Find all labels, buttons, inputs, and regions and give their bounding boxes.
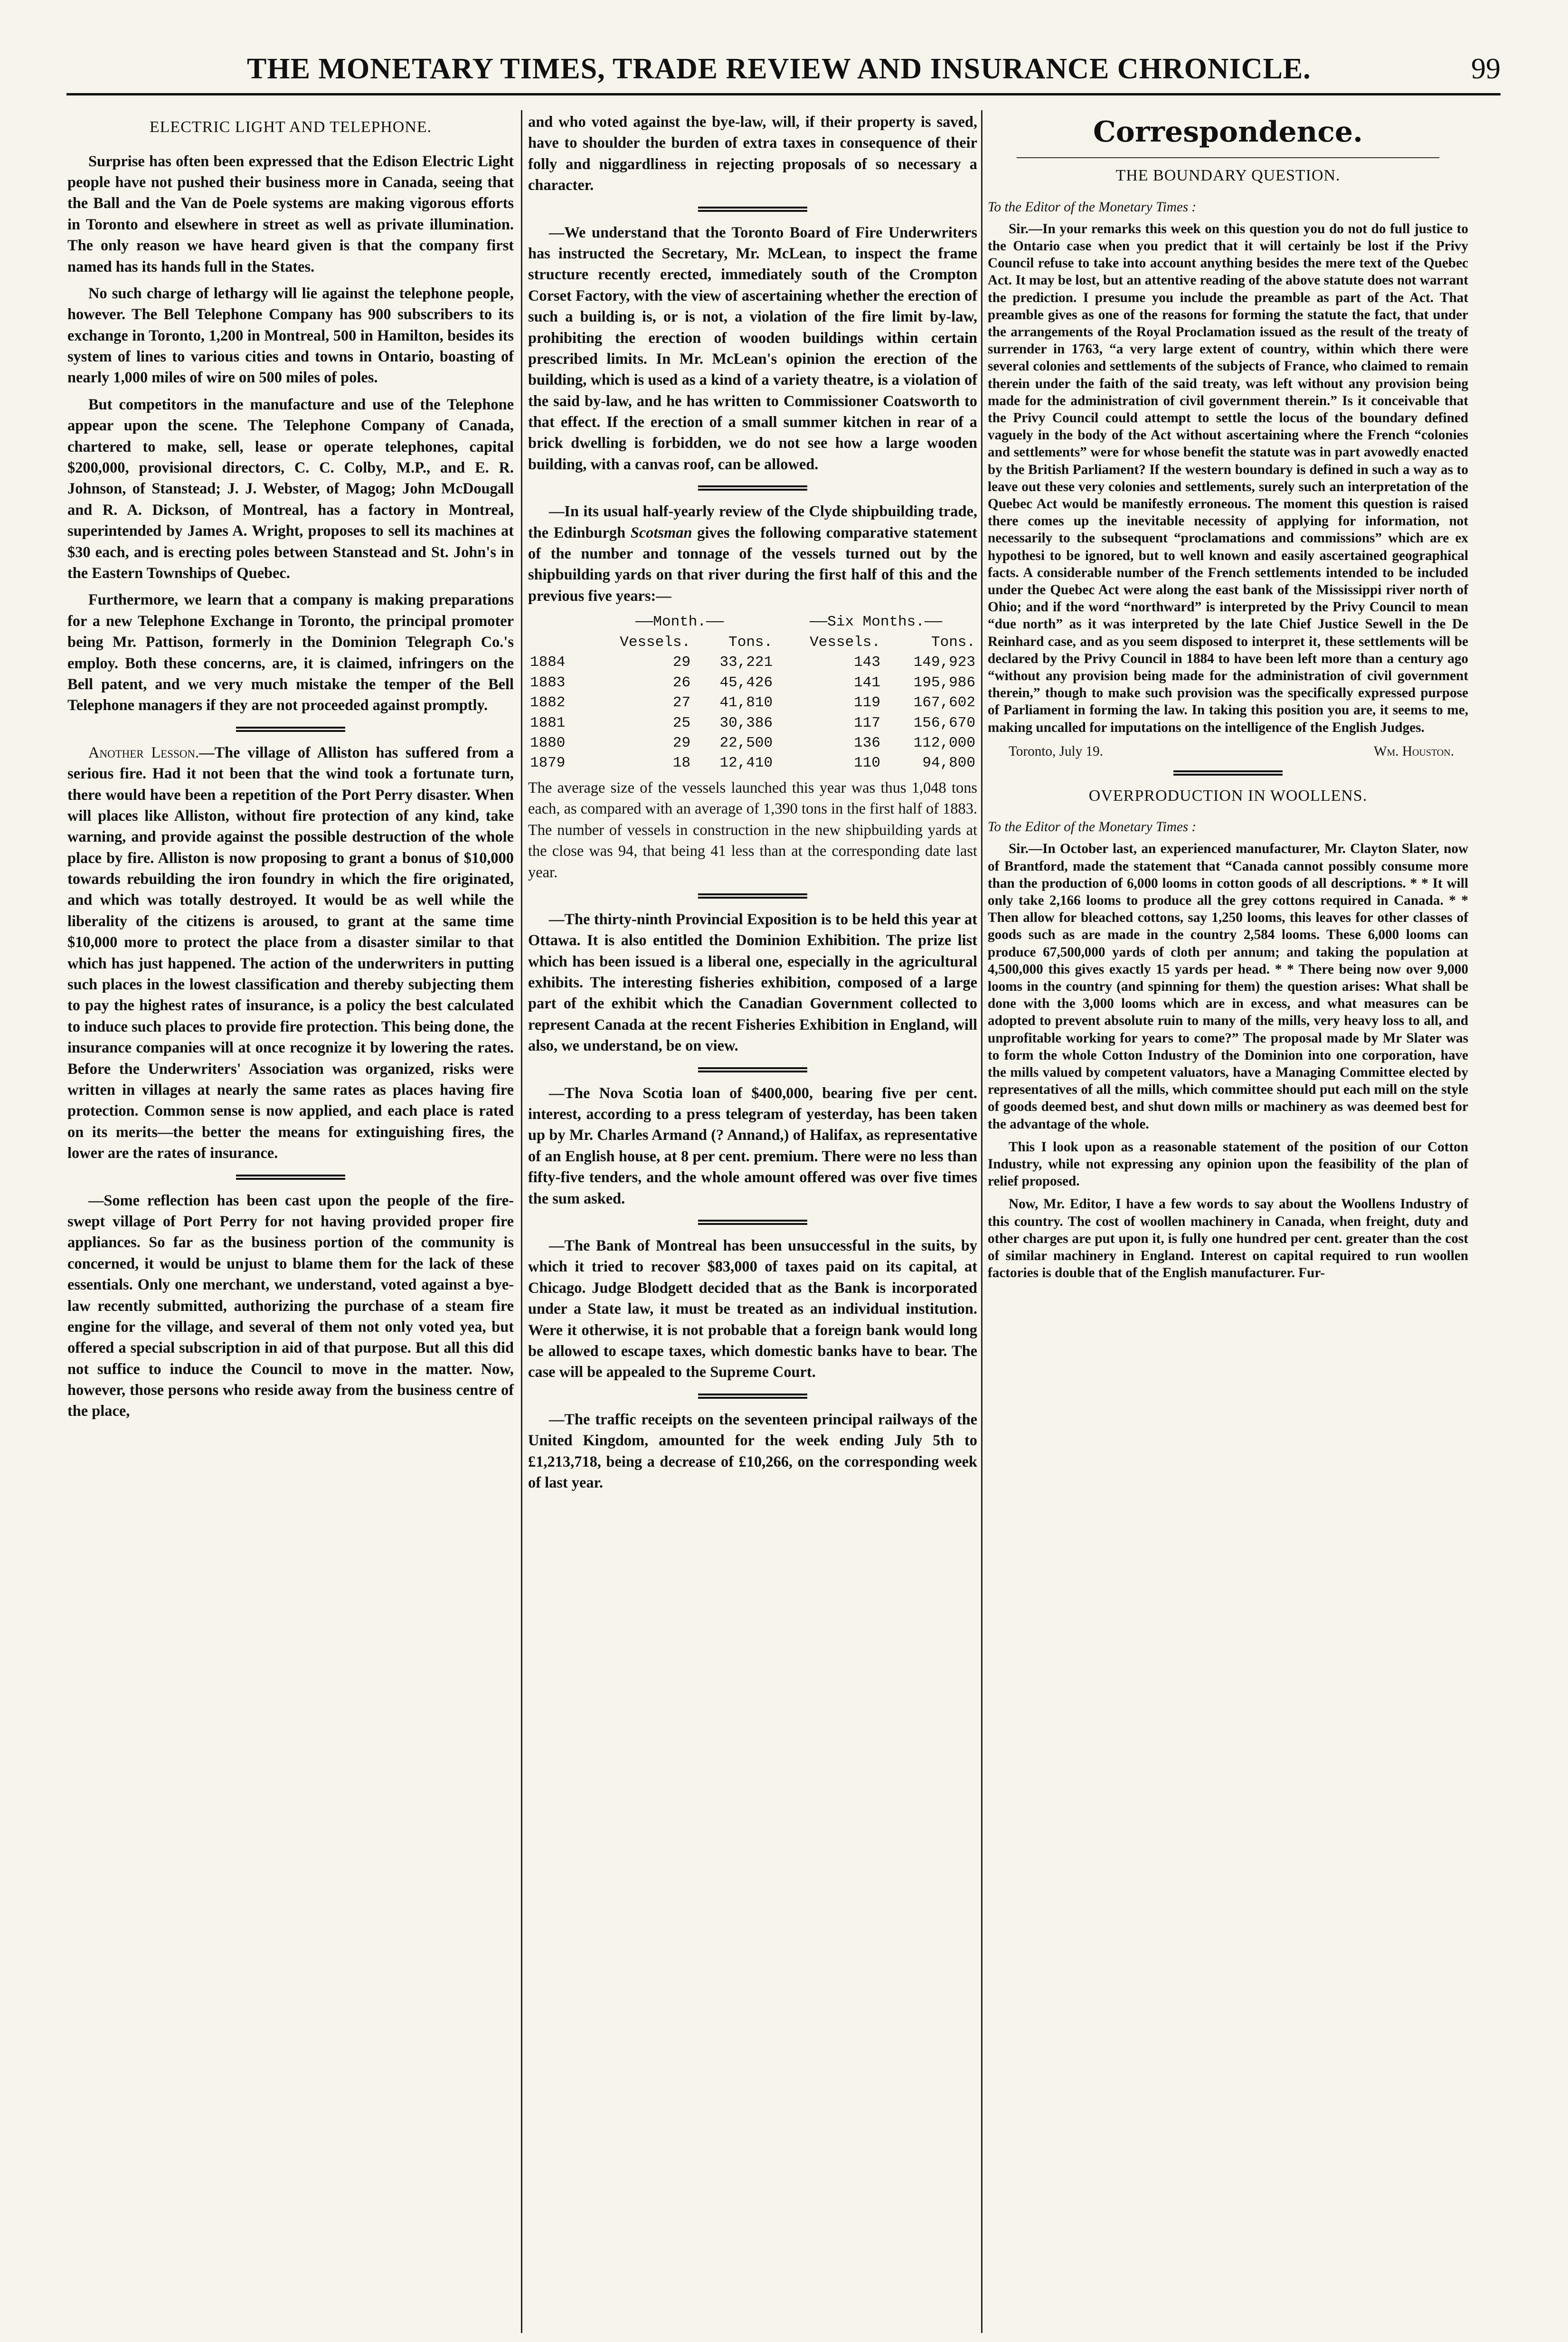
table-column-header: Tons. bbox=[931, 634, 975, 651]
column-divider-1 bbox=[521, 110, 522, 2333]
table-group-header: ——Month.—— bbox=[635, 614, 724, 631]
section-separator bbox=[236, 727, 345, 732]
letter-salutation: To the Editor of the Monetary Times : bbox=[988, 819, 1197, 835]
table-cell: 119 bbox=[854, 694, 880, 711]
column-3 bbox=[988, 112, 1468, 1287]
paragraph: No such charge of lethargy will lie against the telephone people, however. The Bell Telephone Company has 900 subscribers to its exchange in Toronto, 1,200 in Montreal, 500 in Hamilton, besides its system of lines to various cities and towns in Ontario, boasting of nearly 1,000 miles of wire on 500 miles of poles. bbox=[67, 284, 514, 387]
table-cell: 27 bbox=[672, 694, 691, 711]
section-separator bbox=[698, 485, 807, 491]
table-cell: 18 bbox=[672, 755, 691, 772]
section-separator bbox=[236, 1175, 345, 1180]
article-heading: ELECTRIC LIGHT AND TELEPHONE. bbox=[149, 118, 432, 136]
signature-place-date: Toronto, July 19. bbox=[1009, 743, 1104, 759]
table-cell: 33,221 bbox=[719, 654, 773, 671]
table-row bbox=[528, 753, 977, 773]
table-cell: 1884 bbox=[530, 654, 566, 671]
table-row bbox=[528, 693, 977, 713]
table-cell: 29 bbox=[672, 654, 691, 671]
table-cell: 25 bbox=[672, 714, 691, 731]
paragraph: But competitors in the manufacture and use of the Telephone appear upon the scene. The Telephone Company of Canada, chartered to make, sell, lease or operate telephones, capital $200,000, provisional directors, C. C. Colby, M.P., and E. R. Johnson, of Stanstead; J. J. Webster, of Magog; John McDougall and R. A. Dickson, of Montreal, has a factory in Montreal, superintended by James A. Wright, proposes to sell its machines at $30 each, and is erecting poles between Stanstead and St. John's in the Eastern Townships of Quebec. bbox=[67, 396, 514, 582]
table-cell: 1881 bbox=[530, 714, 566, 731]
paragraph-text: gives the following comparative statement of the number and tonnage of the vessels turned out by the shipbuilding yards on that river during the first half of this and the previous five years:— bbox=[528, 524, 977, 605]
table-group-header: ——Six Months.—— bbox=[810, 614, 943, 631]
paragraph: and who voted against the bye-law, will, if their property is saved, have to shoulder the burden of extra taxes in consequence of their folly and niggardliness in rejecting proposals of so necessary a character. bbox=[528, 114, 977, 194]
page-header bbox=[66, 9, 1501, 85]
section-separator bbox=[1173, 770, 1283, 776]
table-cell: 117 bbox=[854, 714, 880, 731]
paragraph: —We understand that the Toronto Board of Fire Underwriters has instructed the Secretary, Mr. McLean, to inspect the frame structure recently erected, immediately south of the Crompton Corset Factory, with the view of ascertaining whether the erection of such a building is, or is not, a violation of the fire limit by-law, prohibiting the erection of wooden buildings within certain prescribed limits. In Mr. McLean's opinion the erection of the building, which is used as a kind of a variety theatre, is a violation of the said by-law, and he has written to Commissioner Coatsworth to that effect. If the erection of a small summer kitchen in rear of a brick dwelling is forbidden, we do not see how a large wooden building, with a canvas roof, can be allowed. bbox=[528, 224, 977, 473]
paragraph-lead: Another Lesson. bbox=[88, 744, 199, 761]
paragraph: Furthermore, we learn that a company is making preparations for a new Telephone Exchange in Toronto, the principal promoter being Mr. Pattison, formerly in the Dominion Telegraph Co.'s employ. Both these concerns, are, it is claimed, infringers on the Bell patent, and we very much mistake the temper of the Bell Telephone managers if they are not proceeded against promptly. bbox=[67, 591, 514, 714]
letter-salutation: To the Editor of the Monetary Times : bbox=[988, 199, 1197, 215]
table-row bbox=[528, 653, 977, 673]
column-2 bbox=[528, 112, 977, 1499]
paragraph: —The thirty-ninth Provincial Exposition is to be held this year at Ottawa. It is also entitled the Dominion Exhibition. The prize list which has been issued is a liberal one, especially in the agricultural exhibits. The interesting fisheries exhibition, composed of a large part of the exhibit which the Canadian Government collected to represent Canada at the recent Fisheries Exhibition in England, will also, we understand, be on view. bbox=[528, 910, 977, 1055]
table-cell: 136 bbox=[854, 735, 880, 752]
table-cell: 12,410 bbox=[719, 755, 773, 772]
table-cell: 94,800 bbox=[922, 755, 975, 772]
article-heading: THE BOUNDARY QUESTION. bbox=[1115, 167, 1341, 185]
paragraph: —The traffic receipts on the seventeen principal railways of the United Kingdom, amounted for the week ending July 5th to £1,213,718, being a decrease of £10,266, on the corresponding week of last year. bbox=[528, 1411, 977, 1491]
header-rule bbox=[66, 93, 1501, 95]
table-cell: 30,386 bbox=[719, 714, 773, 731]
section-separator bbox=[698, 207, 807, 212]
paragraph: —The Nova Scotia loan of $400,000, bearing five per cent. interest, according to a press telegram of yesterday, has been taken up by Mr. Charles Armand (? Annand,) of Halifax, as representative of an English house, at 8 per cent. premium. There were no less than fifty-five tenders, and the whole amount offered was over five times the sum asked. bbox=[528, 1084, 977, 1207]
table-cell: 141 bbox=[854, 674, 880, 691]
section-separator bbox=[698, 1394, 807, 1399]
publication-name: Scotsman bbox=[630, 524, 692, 541]
table-row bbox=[528, 673, 977, 693]
table-cell: 156,670 bbox=[913, 714, 975, 731]
table-cell: 22,500 bbox=[719, 735, 773, 752]
table-cell: 1879 bbox=[530, 755, 566, 772]
paragraph: Now, Mr. Editor, I have a few words to say about the Woollens Industry of this country. The cost of woollen machinery in Canada, when freight, duty and other charges are put upon it, is fully one hundred per cent. greater than the cost of similar machinery in England. Interest on capital required to run woollen factories is double that of the English manufacturer. Fur- bbox=[988, 1196, 1468, 1281]
table-cell: 149,923 bbox=[913, 654, 975, 671]
signature-name: Wm. Houston. bbox=[1373, 743, 1454, 759]
table-cell: 195,986 bbox=[913, 674, 975, 691]
table-column-header: Vessels. bbox=[620, 634, 691, 651]
table-column-header: Vessels. bbox=[810, 634, 880, 651]
letter-signature bbox=[1009, 743, 1468, 760]
table-row bbox=[528, 733, 977, 753]
paragraph: —Some reflection has been cast upon the people of the fire-swept village of Port Perry for not having provided proper fire appliances. So far as the business portion of the community is concerned, it would be unjust to blame them for the lack of these essentials. Only one merchant, we understand, voted against a bye-law recently submitted, authorizing the purchase of a steam fire engine for the village, and several of them not only voted yea, but offered a special subscription in aid of that purpose. But all this did not suffice to induce the Council to move in the matter. Now, however, those persons who reside away from the business centre of the place, bbox=[67, 1192, 514, 1420]
paragraph: The average size of the vessels launched this year was thus 1,048 tons each, as compared with an average of 1,390 tons in the first half of 1883. The number of vessels in construction in the new shipbuilding yards at the close was 94, that being 41 less than at the corresponding date last year. bbox=[528, 779, 977, 881]
paragraph-text: —In its usual half-yearly review of the Clyde shipbuilding trade, the Edinburgh bbox=[528, 503, 977, 541]
table-cell: 29 bbox=[672, 735, 691, 752]
paragraph: Sir.—In October last, an experienced manufacturer, Mr. Clayton Slater, now of Brantford, made the statement that “Canada cannot possibly consume more than the production of 6,000 looms in cotton goods of all descriptions. * * It will only take 2,166 looms to produce all the grey cottons required in Canada. * * Then allow for bleached cottons, say 1,250 looms, this leaves for other classes of goods such as are made in the country 2,584 looms. These 6,000 looms can produce 67,500,000 yards of cloth per annum; and taking the population at 4,500,000 this gives exactly 15 yards per head. * * There being now over 9,000 looms in the country (and spinning for them) the question arises: What shall be done with the 3,000 looms which are in excess, and what measures can be adopted to prevent absolute ruin to many of the mills, very heavy loss to all, and unprofitable working for years to come?” The proposal made by Mr Slater was to form the whole Cotton Industry of the Dominion into one corporation, have the mills valued by competent valuators, have a Managing Committee elected by representatives of all the mills, which committee should put each mill on the style of goods deemed best, and shut down mills or machinery as was deemed best for the advantage of the whole. bbox=[988, 841, 1468, 1132]
paragraph: Sir.—In your remarks this week on this question you do not do full justice to the Ontario case when you predict that it will certainly be lost if the Privy Council refuse to take into account anything besides the mere text of the Quebec Act. It may be lost, but an attentive reading of the above statute does not warrant the prediction. I presume you include the preamble as part of the Act. That preamble gives as one of the reasons for forming the statute the fact, that under the arrangements of the Royal Proclamation issued as the result of the treaty of surrender in 1763, “a very large extent of country, within which there were several colonies and settlements of the subjects of France, who claimed to remain therein under the faith of the said treaty, was left without any provision being made for the administration of civil government therein.” Is it conceivable that the Privy Council could attempt to settle the locus of the boundary defined vaguely in the body of the Act without ascertaining where the French “colonies and settlements” were for whose benefit the statute was in part avowedly enacted by the British Parliament? If the western boundary is defined in such a way as to leave out these very colonies and settlements, surely such an interpretation of the Quebec Act would be manifestly erroneous. The moment this question is raised there comes up the inevitable necessity of applying for information, not necessarily to the subsequent “proclamations and commissions” which are ex hypothesi to be ignored, but to well known and easily ascertained geographical facts. A considerable number of the French settlements intended to be included under the Quebec Act were along the east bank of the Mississippi river north of Ohio; and if the word “northward” is interpreted by the Privy Council to mean “due north” as it was interpreted by the late Chief Justice Sewell in the De Reinhard case, and as you seem disposed to interpret it, these settlements will be declared by the Privy Council in 1884 to have been left more than a century ago “without any provision being made for the administration of civil government therein,” though to make such provision was the specifically expressed purpose of Parliament in forming the law. In taking this position you are, it seems to me, making uncalled for imputations on the intelligence of the English Judges. bbox=[988, 221, 1468, 735]
paragraph bbox=[528, 501, 977, 607]
table-cell: 112,000 bbox=[913, 735, 975, 752]
column-1 bbox=[67, 112, 514, 1428]
paragraph-body: —The village of Alliston has suffered from a serious fire. Had it not been that the wind took a fortunate turn, there would have been a repetition of the Port Perry disaster. When will places like Alliston, without fire protection of any kind, take warning, and provide against the possible destruction of the whole place by fire. Alliston is now proposing to grant a bonus of $10,000 towards rebuilding the iron foundry in which the fire originated, and which was totally destroyed. It would be as well while the liberality of the citizens is aroused, to grant at the same time $10,000 more to protect the place from a disaster similar to that which has just happened. The action of the underwriters in putting such places in the lowest classification and thereby subjecting them to pay the highest rates of insurance, is a policy the best calculated to induce such places to provide fire protection. This being done, the insurance companies will at once recognize it by lowering the rates. Before the Underwriters' Association was organized, risks were written in villages at nearly the same rates as places having fire protection. Common sense is now applied, and each place is rated on its merits—the better the means for extinguishing fires, the lower are the rates of insurance. bbox=[67, 744, 514, 1162]
table-cell: 1882 bbox=[530, 694, 566, 711]
paragraph bbox=[67, 742, 514, 1164]
table-cell: 45,426 bbox=[719, 674, 773, 691]
table-cell: 26 bbox=[672, 674, 691, 691]
table-cell: 110 bbox=[854, 755, 880, 772]
section-separator bbox=[698, 1067, 807, 1072]
paragraph: —The Bank of Montreal has been unsuccessful in the suits, by which it tried to recover $83,000 of taxes paid on its capital, at Chicago. Judge Blodgett decided that as the Bank is incorporated under a State law, it must be treated as an individual institution. Were it otherwise, it is not probable that a foreign bank would long be allowed to escape taxes, which domestic banks have to bear. The case will be appealed to the Supreme Court. bbox=[528, 1237, 977, 1381]
section-separator bbox=[698, 1220, 807, 1225]
table-cell: 143 bbox=[854, 654, 880, 671]
hairline-rule bbox=[1017, 157, 1440, 158]
table-cell: 1880 bbox=[530, 735, 566, 752]
column-divider-2 bbox=[981, 110, 982, 2333]
paragraph: Surprise has often been expressed that the Edison Electric Light people have not pushed their business more in Canada, seeing that the Ball and the Van de Poele systems are making vigorous efforts in Toronto and elsewhere in street as well as private illumination. The only reason we have heard given is that the company first named has its hands full in the States. bbox=[67, 152, 514, 275]
table-cell: 167,602 bbox=[913, 694, 975, 711]
page-number: 99 bbox=[1471, 53, 1501, 85]
table-cell: 41,810 bbox=[719, 694, 773, 711]
paragraph: This I look upon as a reasonable statement of the position of our Cotton Industry, while not expressing any opinion upon the feasibility of the plan of relief proposed. bbox=[988, 1139, 1468, 1189]
shipbuilding-table bbox=[528, 612, 977, 774]
table-row bbox=[528, 713, 977, 733]
table-cell: 1883 bbox=[530, 674, 566, 691]
article-heading: OVERPRODUCTION IN WOOLLENS. bbox=[1088, 787, 1368, 805]
section-separator bbox=[698, 893, 807, 899]
table-column-header: Tons. bbox=[728, 634, 773, 651]
section-title: Correspondence. bbox=[1093, 115, 1363, 149]
masthead-title: THE MONETARY TIMES, TRADE REVIEW AND INSURANCE CHRONICLE. bbox=[247, 53, 1311, 85]
